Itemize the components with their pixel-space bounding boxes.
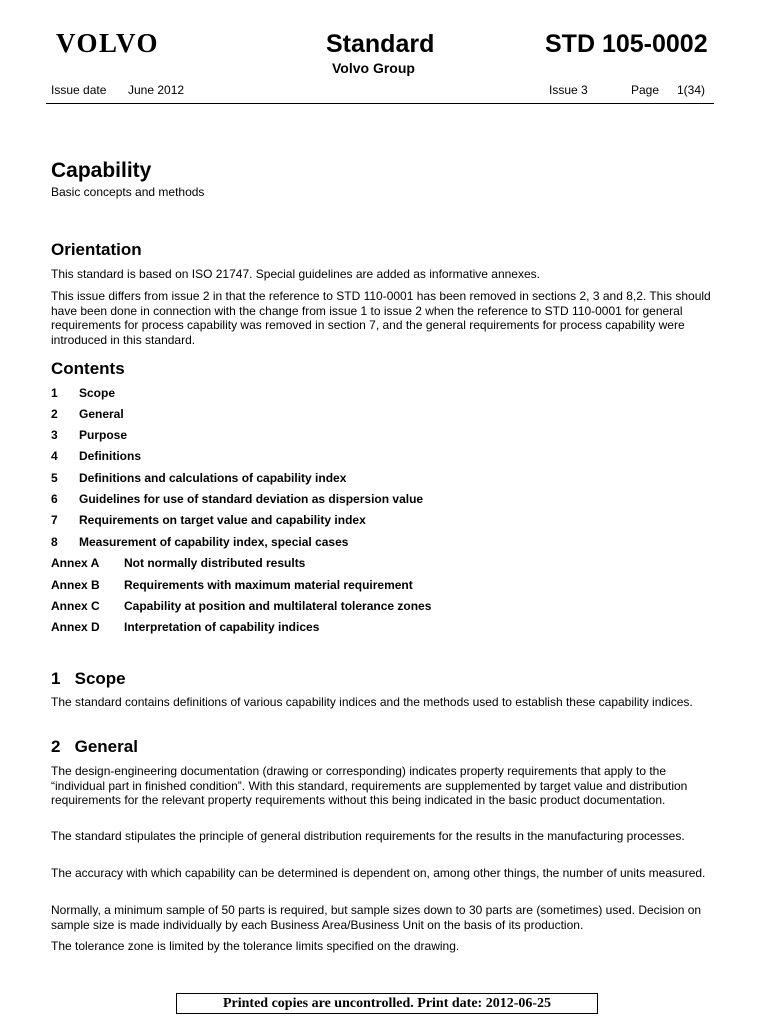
toc-item-title[interactable]: Definitions and calculations of capability index [79,471,347,485]
toc-item-number: 6 [51,492,58,506]
orientation-heading: Orientation [51,240,142,259]
issue-number: Issue 3 [549,83,588,97]
paragraph-text: This standard is based on ISO 21747. Special guidelines are added as informative annexes. [51,267,540,281]
paragraph-text: The accuracy with which capability can be determined is dependent on, among other things, the number of units measured. [51,866,706,880]
contents-heading: Contents [51,359,125,378]
toc-item-number: 3 [51,428,58,442]
toc-annex-number: Annex C [51,599,100,613]
print-notice: Printed copies are uncontrolled. Print date: 2012-06-25 [176,993,598,1014]
paragraph-text: The standard stipulates the principle of general distribution requirements for the results in the manufacturing processes. [51,829,685,843]
page-label: Page [631,83,660,97]
scope-paragraph [51,695,716,710]
paragraph-text: This issue differs from issue 2 in that the reference to STD 110-0001 has been removed in sections 2, 3 and 8,2. This should have been done in connection with the change from issue 1 to issue 2 when the reference to STD 110-0001 for general requirements for process capability was removed in section 7, and the general requirements for process capability were introduced in this standard. [51,289,711,347]
toc-item-title[interactable]: Guidelines for use of standard deviation as dispersion value [79,492,424,506]
toc-annex-title[interactable]: Not normally distributed results [124,556,306,570]
toc-item-title[interactable]: Purpose [79,428,128,442]
general-paragraph-5 [51,939,716,954]
issue-date-value: June 2012 [128,83,185,97]
paragraph-text: The standard contains definitions of various capability indices and the methods used to establish these capability indices. [51,695,693,709]
general-paragraph-1 [51,764,716,808]
issue-date-label: Issue date [51,83,107,97]
orientation-paragraph-1 [51,267,716,282]
paragraph-text: The design-engineering documentation (drawing or corresponding) indicates property requirements that apply to the “individual part in finished condition”. With this standard, requirements are supplemented by target value and distribution requirements for the relevant property requirements without this being indicated in the basic product documentation. [51,764,688,807]
toc-annex-title[interactable]: Capability at position and multilateral tolerance zones [124,599,432,613]
toc-item-title[interactable]: Definitions [79,449,141,463]
page-title: Capability [51,159,152,182]
general-paragraph-2 [51,829,716,844]
toc-item-title[interactable]: Measurement of capability index, special cases [79,535,349,549]
general-paragraph-4 [51,903,716,932]
scope-heading: 1 Scope [51,669,126,688]
toc-item-number: 5 [51,471,58,485]
toc-annex-title[interactable]: Requirements with maximum material requirement [124,578,413,592]
paragraph-text: The tolerance zone is limited by the tolerance limits specified on the drawing. [51,939,460,953]
toc-item-number: 7 [51,513,58,527]
document-number: STD 105-0002 [545,30,708,58]
toc-item-number: 1 [51,386,58,400]
toc-item-title[interactable]: General [79,407,124,421]
toc-annex-title[interactable]: Interpretation of capability indices [124,620,320,634]
toc-item-title[interactable]: Requirements on target value and capability index [79,513,366,527]
page-subtitle: Basic concepts and methods [51,185,205,199]
page-number: 1(34) [677,83,706,97]
document-type: Standard [326,30,435,58]
general-heading: 2 General [51,737,138,756]
volvo-logo: VOLVO [56,28,159,58]
toc-item-title[interactable]: Scope [79,386,116,400]
toc-item-number: 2 [51,407,58,421]
organization-name: Volvo Group [332,60,415,76]
header-divider [46,103,714,104]
orientation-paragraph-2 [51,289,716,347]
toc-annex-number: Annex A [51,556,100,570]
paragraph-text: Normally, a minimum sample of 50 parts is required, but sample sizes down to 30 parts are (sometimes) used. Decision on sample size is made individually by each Business Area/Business Unit on the basis of its production. [51,903,702,932]
toc-item-number: 8 [51,535,58,549]
general-paragraph-3 [51,866,716,881]
toc-annex-number: Annex D [51,620,100,634]
toc-item-number: 4 [51,449,58,463]
toc-annex-number: Annex B [51,578,100,592]
